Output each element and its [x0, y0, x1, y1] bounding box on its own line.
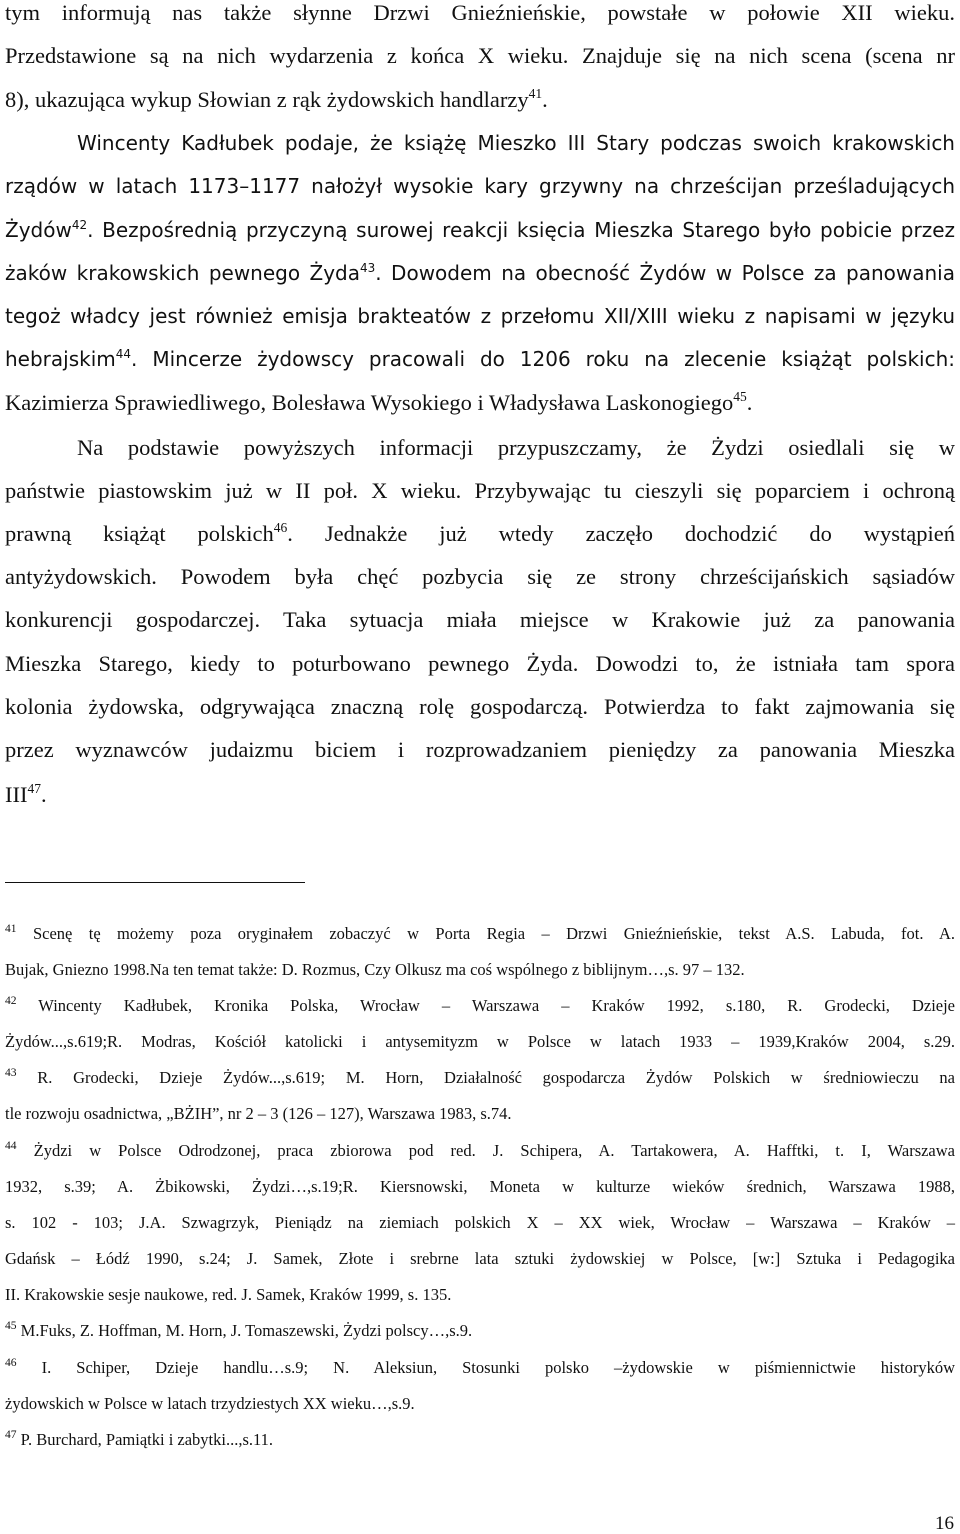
text-span: prawną książąt polskich — [5, 521, 274, 546]
footnote-line: II. Krakowskie sesje naukowe, red. J. Samek, Kraków 1999, s. 135. — [5, 1285, 452, 1304]
footnote-number: 47 — [5, 1429, 17, 1442]
footnote-ref[interactable]: 42 — [71, 217, 88, 232]
text-line: państwie piastowskim już w II poł. X wieku. Przybywając tu cieszyli się poparciem i ochroną — [5, 478, 955, 503]
footnote-text: R. Grodecki, Dzieje Żydów...,s.619; M. Horn, Działalność gospodarcza Żydów Polskich w średniowieczu na — [37, 1068, 955, 1087]
footnote-line: tle rozwoju osadnictwa, „BŻIH”, nr 2 – 3 (126 – 127), Warszawa 1983, s.74. — [5, 1104, 512, 1123]
footnote-ref[interactable]: 47 — [27, 780, 41, 796]
footnote-line: Żydów...,s.619;R. Modras, Kościół katolicki i antysemityzm w Polsce w latach 1933 – 1939,Kraków 2004, s.29. — [5, 1032, 955, 1051]
footnote-text: Żydzi w Polsce Odrodzonej, praca zbiorowa pod red. J. Schipera, A. Tartakowera, A. Hafftki, t. I, Warszawa — [33, 1141, 955, 1160]
text-span: . Bezpośrednią przyczyną surowej reakcji księcia Mieszka Starego było pobicie przez — [87, 218, 955, 242]
text-line — [5, 87, 955, 113]
text-line: Wincenty Kadłubek podaje, że książę Mieszko III Stary podczas swoich krakowskich — [77, 131, 955, 155]
footnote-text: M.Fuks, Z. Hoffman, M. Horn, J. Tomaszewski, Żydzi polscy…,s.9. — [20, 1321, 473, 1340]
text-span: Kazimierza Sprawiedliwego, Bolesława Wysokiego i Władysława Laskonogiego — [5, 390, 734, 415]
text-line: Na podstawie powyższych informacji przypuszczamy, że Żydzi osiedlali się w — [77, 435, 955, 460]
footnote-separator — [5, 882, 305, 883]
text-line: przez wyznawców judaizmu biciem i rozprowadzaniem pieniędzy za panowania Mieszka — [5, 737, 955, 762]
text-line — [5, 521, 955, 547]
text-span: . Jednakże już wtedy zaczęło dochodzić do wystąpień — [287, 521, 955, 546]
page-number: 16 — [935, 1513, 954, 1534]
footnote — [5, 1068, 955, 1088]
text-line: Przedstawione są na nich wydarzenia z końca X wieku. Znajduje się na nich scena (scena nr — [5, 43, 955, 68]
footnote-line: Gdańsk – Łódź 1990, s.24; J. Samek, Złote i srebrne lata sztuki żydowskiej w Polsce, [w:] Sztuka i Pedagogika — [5, 1249, 955, 1268]
footnote-line: 1932, s.39; A. Żbikowski, Żydzi…,s.19;R. Kiersnowski, Moneta w kulturze wieków średnich, Warszawa 1988, — [5, 1177, 955, 1196]
text-line: Mieszka Starego, kiedy to poturbowano pewnego Żyda. Dowodzi to, że istniała tam spora — [5, 651, 955, 676]
footnote-ref[interactable]: 43 — [360, 260, 376, 275]
footnote-ref[interactable]: 44 — [115, 346, 132, 361]
footnote — [5, 996, 955, 1016]
text-line: rządów w latach 1173–1177 nałożył wysokie kary grzywny na chrześcijan prześladujących — [5, 174, 955, 198]
text-span: 8), ukazująca wykup Słowian z rąk żydowskich handlarzy — [5, 87, 529, 112]
footnote-text: Scenę tę możemy poza oryginałem zobaczyć w Porta Regia – Drzwi Gnieźnieńskie, tekst A.S. Labuda, fot. A. — [32, 924, 956, 943]
footnote-ref[interactable]: 46 — [273, 519, 288, 535]
text-line — [5, 782, 955, 808]
text-line — [5, 346, 955, 372]
text-line: tegoż władcy jest również emisja brakteatów z przełomu XII/XIII wieku z napisami w języku — [5, 304, 955, 328]
text-span: . — [542, 87, 548, 112]
footnote-text: Wincenty Kadłubek, Kronika Polska, Wrocław – Warszawa – Kraków 1992, s.180, R. Grodecki, Dzieje — [38, 996, 956, 1015]
text-span: żaków krakowskich pewnego Żyda — [5, 261, 360, 285]
footnote-ref[interactable]: 41 — [528, 85, 543, 101]
text-line — [5, 217, 955, 243]
footnote — [5, 1141, 955, 1161]
footnote-number: 44 — [5, 1140, 17, 1153]
footnote — [5, 1358, 955, 1378]
footnote-text: P. Burchard, Pamiątki i zabytki...,s.11. — [20, 1430, 274, 1449]
footnote-number: 42 — [5, 995, 17, 1008]
footnote-text: I. Schiper, Dzieje handlu…s.9; N. Aleksiun, Stosunki polsko –żydowskie w piśmiennictwie historyków — [41, 1358, 955, 1377]
footnote-line: Bujak, Gniezno 1998.Na ten temat także: D. Rozmus, Czy Olkusz ma coś wspólnego z biblijnym…,s. 97 – 132. — [5, 960, 745, 979]
footnote-line: s. 102 - 103; J.A. Szwagrzyk, Pieniądz na ziemiach polskich X – XX wiek, Wrocław – Warszawa – Kraków – — [5, 1213, 955, 1232]
footnote — [5, 1321, 955, 1341]
footnote — [5, 1430, 955, 1450]
text-line: tym informują nas także słynne Drzwi Gnieźnieńskie, powstałe w połowie XII wieku. — [5, 0, 955, 25]
footnote — [5, 924, 955, 944]
text-line: kolonia żydowska, odgrywająca znaczną rolę gospodarczą. Potwierdza to fakt zajmowania się — [5, 694, 955, 719]
text-line: konkurencji gospodarczej. Taka sytuacja miała miejsce w Krakowie już za panowania — [5, 607, 955, 632]
footnote-number: 46 — [5, 1357, 17, 1370]
text-line — [5, 390, 955, 416]
footnote-number: 45 — [5, 1320, 17, 1333]
text-span: III — [5, 782, 28, 807]
text-span: Żydów — [5, 218, 72, 242]
footnote-ref[interactable]: 45 — [733, 388, 747, 404]
text-line — [5, 260, 955, 286]
text-span: hebrajskim — [5, 347, 116, 371]
footnote-number: 41 — [5, 923, 17, 936]
text-span: . — [746, 390, 753, 415]
text-span: . Dowodem na obecność Żydów w Polsce za panowania — [375, 261, 955, 285]
text-line: antyżydowskich. Powodem była chęć pozbycia się ze strony chrześcijańskich sąsiadów — [5, 564, 955, 589]
footnote-line: żydowskich w Polsce w latach trzydziestych XX wieku…,s.9. — [5, 1394, 415, 1413]
footnote-number: 43 — [5, 1067, 17, 1080]
text-span: . Mincerze żydowscy pracowali do 1206 roku na zlecenie książąt polskich: — [131, 347, 955, 371]
text-span: . — [40, 782, 47, 807]
